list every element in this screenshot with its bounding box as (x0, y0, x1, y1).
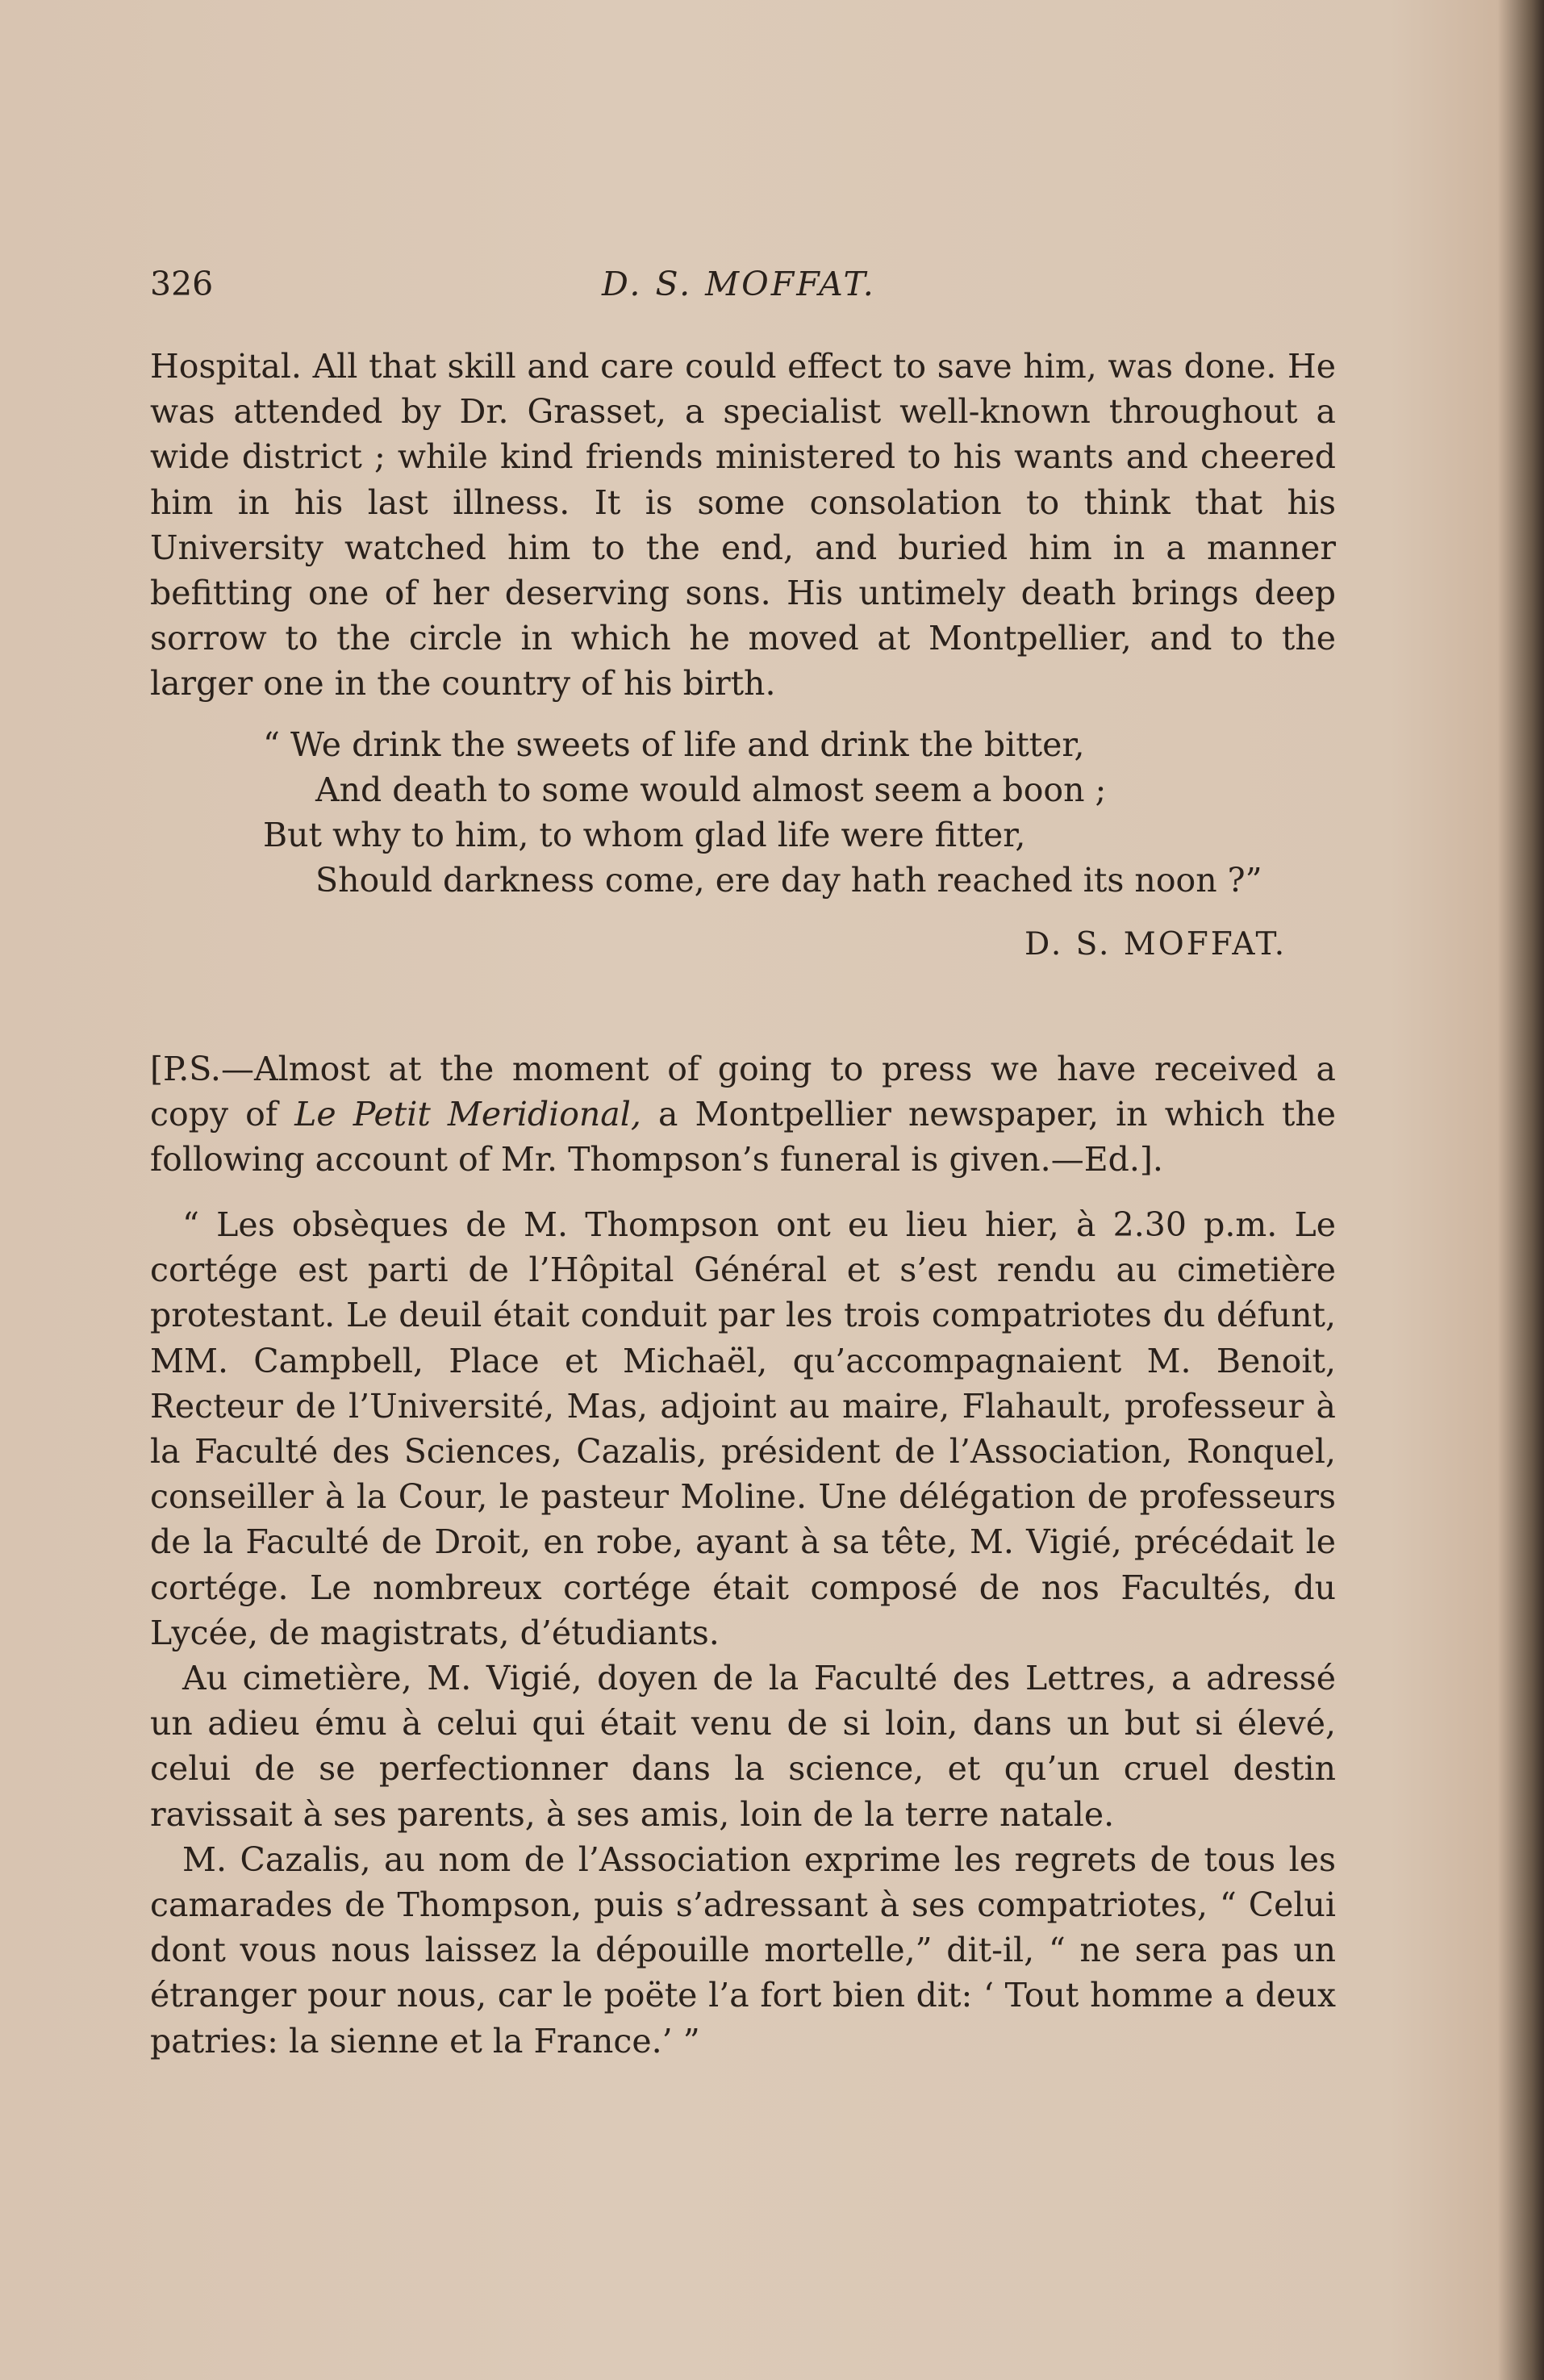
poem-line-1: “ We drink the sweets of life and drink the bitter, (263, 725, 1085, 764)
author-signature: D. S. MOFFAT. (1024, 926, 1287, 962)
french-paragraph-1: “ Les obsèques de M. Thompson ont eu lieu hier, à 2.30 p.m. Le cortége est parti de l’Hôpital Général et s’est rendu au cimetière protestant. Le deuil était conduit par les trois compatriotes du défunt, MM. Campbell, Place et Michaël, qu’accompagnaient M. Benoit, Recteur de l’Université, Mas, adjoint au maire, Flahault, professeur à la Faculté des Sciences, Cazalis, président de l’Association, Ronquel, conseiller à la Cour, le pasteur Moline. Une délégation de professeurs de la Faculté de Droit, en robe, ayant à sa tête, M. Vigié, précédait le cortége. Le nombreux cortége était composé de nos Facultés, du Lycée, de magistrats, d’étudiants. (150, 1205, 1336, 1652)
postscript-text (150, 1046, 1336, 1183)
paragraph-text: Hospital. All that skill and care could effect to save him, was done. He was attended by Dr. Grasset, a specialist well-known throughout a wide district ; while kind friends ministered to his wants and cheered him in his last illness. It is some consolation to think that his University watched him to the end, and buried him in a manner befitting one of her deserving sons. His untimely death brings deep sorrow to the circle in which he moved at Montpellier, and to the larger one in the country of his birth. (150, 347, 1336, 704)
postscript-paragraph (150, 1046, 1336, 1183)
french-paragraph-2: Au cimetière, M. Vigié, doyen de la Faculté des Lettres, a adressé un adieu ému à celui qui était venu de si loin, dans un but si élevé, celui de se perfectionner dans la science, et qu’un cruel destin ravissait à ses parents, à ses amis, loin de la terre natale. (150, 1659, 1336, 1834)
poem-quote (150, 722, 1336, 903)
newspaper-title: Le Petit Meridional, (294, 1095, 641, 1134)
page-number: 326 (150, 265, 214, 303)
french-paragraph-3: M. Cazalis, au nom de l’Association exprime les regrets de tous les camarades de Thompson, puis s’adressant à ses compatriotes, “ Celui dont vous nous laissez la dépouille mortelle,” dit-il, “ ne sera pas un étranger pour nous, car le poëte l’a fort bien dit: ‘ Tout homme a deux patries: la sienne et la France.’ ” (150, 1839, 1336, 2061)
running-head: D. S. MOFFAT. (602, 265, 876, 303)
french-account (150, 1202, 1336, 2064)
poem-line-3: But why to him, to whom glad life were fitter, (263, 816, 1026, 854)
body-paragraph-1 (150, 344, 1336, 707)
postscript-before: [P.S.—Almost at the moment of going to press we have received a copy of (150, 1050, 1336, 1134)
page-header (150, 265, 1336, 313)
poem-line-2: And death to some would almost seem a boon ; (315, 770, 1107, 809)
postscript-after: a Montpellier newspaper, in which the following account of Mr. Thompson’s funeral is given.—Ed.]. (150, 1095, 1336, 1180)
poem-line-4: Should darkness come, ere day hath reached its noon ?” (315, 861, 1262, 900)
